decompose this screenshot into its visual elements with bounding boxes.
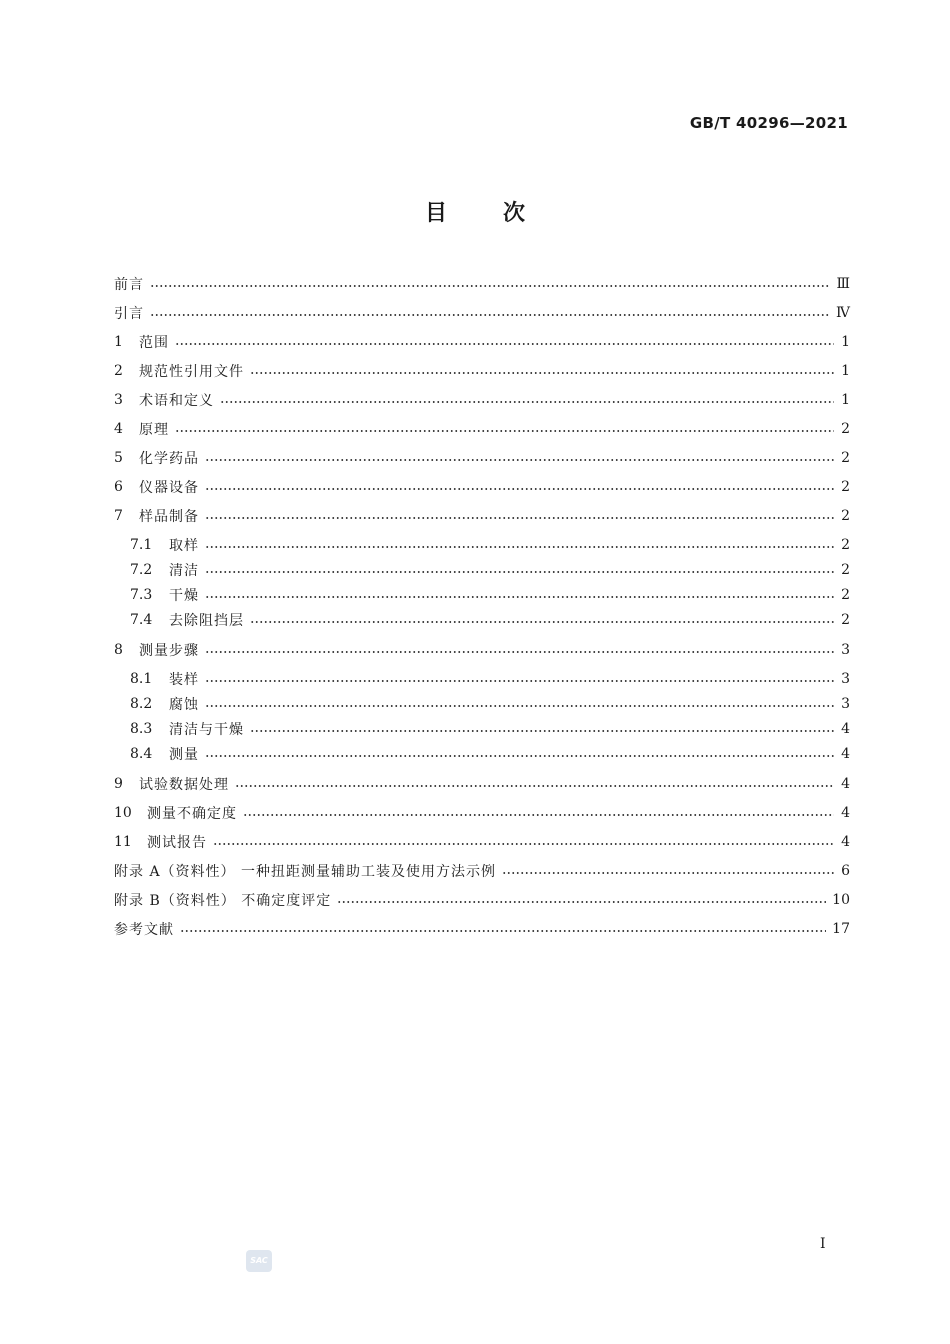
toc-label: 范围 — [139, 335, 169, 351]
dot-leader — [243, 814, 834, 816]
toc-page: 1 — [841, 392, 850, 408]
page-number: I — [820, 1236, 826, 1252]
toc-number: 10 — [114, 805, 132, 821]
dot-leader — [175, 430, 834, 432]
toc-entry-bibliography[interactable] — [114, 917, 850, 941]
dot-leader — [205, 459, 834, 461]
toc-number: 4 — [114, 421, 123, 437]
toc-entry-11[interactable] — [114, 830, 850, 854]
toc-page: Ⅲ — [836, 276, 850, 292]
toc-label: 规范性引用文件 — [139, 364, 244, 380]
toc-number: 7.4 — [130, 612, 153, 628]
page-title — [0, 196, 950, 227]
toc-page: 17 — [832, 921, 850, 937]
toc-number: 7 — [114, 508, 123, 524]
toc-page: 2 — [841, 612, 850, 628]
toc-entry-3[interactable] — [114, 388, 850, 412]
dot-leader — [180, 930, 826, 932]
toc-label: 样品制备 — [139, 509, 199, 525]
toc-entry-annex-a[interactable] — [114, 859, 850, 883]
toc-page: 3 — [841, 642, 850, 658]
dot-leader — [205, 517, 834, 519]
dot-leader — [205, 651, 834, 653]
toc-label: 去除阻挡层 — [169, 613, 244, 629]
toc-label: 测量步骤 — [139, 643, 199, 659]
toc-label: 干燥 — [169, 588, 199, 604]
toc-number: 8.4 — [130, 746, 153, 762]
toc-label: 清洁与干燥 — [169, 722, 244, 738]
toc-number: 3 — [114, 392, 123, 408]
toc-page: 10 — [832, 892, 850, 908]
dot-leader — [205, 546, 834, 548]
toc-page: 1 — [841, 334, 850, 350]
toc-entry-6[interactable] — [114, 475, 850, 499]
dot-leader — [235, 785, 834, 787]
title-char-1: 目 — [424, 201, 447, 226]
dot-leader — [337, 901, 826, 903]
toc-label: 原理 — [139, 422, 169, 438]
toc-number: 8.3 — [130, 721, 153, 737]
toc-number: 1 — [114, 334, 123, 350]
toc-label: 参考文献 — [114, 922, 174, 938]
dot-leader — [175, 343, 834, 345]
sac-logo-watermark: SAC — [246, 1250, 272, 1272]
toc-page: 3 — [841, 671, 850, 687]
toc-entry-8-1[interactable] — [130, 667, 850, 691]
toc-number: 11 — [114, 834, 132, 850]
toc-entry-1[interactable] — [114, 330, 850, 354]
dot-leader — [150, 285, 830, 287]
toc-page: 2 — [841, 587, 850, 603]
toc-label: 测量 — [169, 747, 199, 763]
toc-entry-8[interactable] — [114, 638, 850, 662]
toc-label: 测试报告 — [147, 835, 207, 851]
toc-page: 4 — [841, 834, 850, 850]
toc-page: 1 — [841, 363, 850, 379]
toc-label: 前言 — [114, 277, 144, 293]
toc-label: 附录 B（资料性） 不确定度评定 — [114, 893, 332, 909]
toc-entry-8-2[interactable] — [130, 692, 850, 716]
toc-label: 清洁 — [169, 563, 199, 579]
toc-page: 2 — [841, 562, 850, 578]
toc-number: 8.1 — [130, 671, 153, 687]
toc-label: 取样 — [169, 538, 199, 554]
toc-number: 9 — [114, 776, 123, 792]
toc-entry-2[interactable] — [114, 359, 850, 383]
dot-leader — [502, 872, 834, 874]
dot-leader — [205, 755, 834, 757]
toc-entry-foreword[interactable] — [114, 272, 850, 296]
toc-number: 5 — [114, 450, 123, 466]
toc-page: 6 — [841, 863, 850, 879]
toc-entry-7-2[interactable] — [130, 558, 850, 582]
toc-entry-9[interactable] — [114, 772, 850, 796]
dot-leader — [205, 680, 834, 682]
toc-page: 4 — [841, 746, 850, 762]
toc-entry-8-4[interactable] — [130, 742, 850, 766]
toc-page: 2 — [841, 508, 850, 524]
dot-leader — [205, 571, 834, 573]
toc-label: 仪器设备 — [139, 480, 199, 496]
toc-number: 7.2 — [130, 562, 153, 578]
dot-leader — [220, 401, 834, 403]
dot-leader — [205, 596, 834, 598]
toc-entry-5[interactable] — [114, 446, 850, 470]
toc-entry-7-1[interactable] — [130, 533, 850, 557]
toc-page: Ⅳ — [836, 305, 850, 321]
toc-label: 装样 — [169, 672, 199, 688]
toc-page: 4 — [841, 805, 850, 821]
toc-label: 腐蚀 — [169, 697, 199, 713]
toc-label: 化学药品 — [139, 451, 199, 467]
toc-page: 2 — [841, 479, 850, 495]
toc-label: 测量不确定度 — [147, 806, 237, 822]
toc-page: 3 — [841, 696, 850, 712]
dot-leader — [150, 314, 830, 316]
toc-entry-10[interactable] — [114, 801, 850, 825]
dot-leader — [250, 730, 834, 732]
toc-entry-7[interactable] — [114, 504, 850, 528]
toc-label: 术语和定义 — [139, 393, 214, 409]
toc-entry-7-3[interactable] — [130, 583, 850, 607]
toc-number: 2 — [114, 363, 123, 379]
dot-leader — [250, 372, 834, 374]
dot-leader — [205, 705, 834, 707]
toc-number: 7.1 — [130, 537, 153, 553]
toc-number: 6 — [114, 479, 123, 495]
toc-label: 附录 A（资料性） 一种扭距测量辅助工装及使用方法示例 — [114, 864, 497, 880]
dot-leader — [205, 488, 834, 490]
toc-page: 2 — [841, 537, 850, 553]
toc-entry-4[interactable] — [114, 417, 850, 441]
toc-entry-annex-b[interactable] — [114, 888, 850, 912]
toc-number: 8 — [114, 642, 123, 658]
toc-page: 4 — [841, 776, 850, 792]
toc-label: 引言 — [114, 306, 144, 322]
toc-entry-introduction[interactable] — [114, 301, 850, 325]
toc-number: 8.2 — [130, 696, 153, 712]
standard-number: GB/T 40296—2021 — [689, 114, 848, 132]
toc-number: 7.3 — [130, 587, 153, 603]
toc-entry-7-4[interactable] — [130, 608, 850, 632]
toc-page: 2 — [841, 421, 850, 437]
toc-entry-8-3[interactable] — [130, 717, 850, 741]
title-char-2: 次 — [503, 201, 526, 226]
toc-page: 4 — [841, 721, 850, 737]
toc-page: 2 — [841, 450, 850, 466]
dot-leader — [250, 621, 834, 623]
toc-label: 试验数据处理 — [139, 777, 229, 793]
dot-leader — [213, 843, 834, 845]
